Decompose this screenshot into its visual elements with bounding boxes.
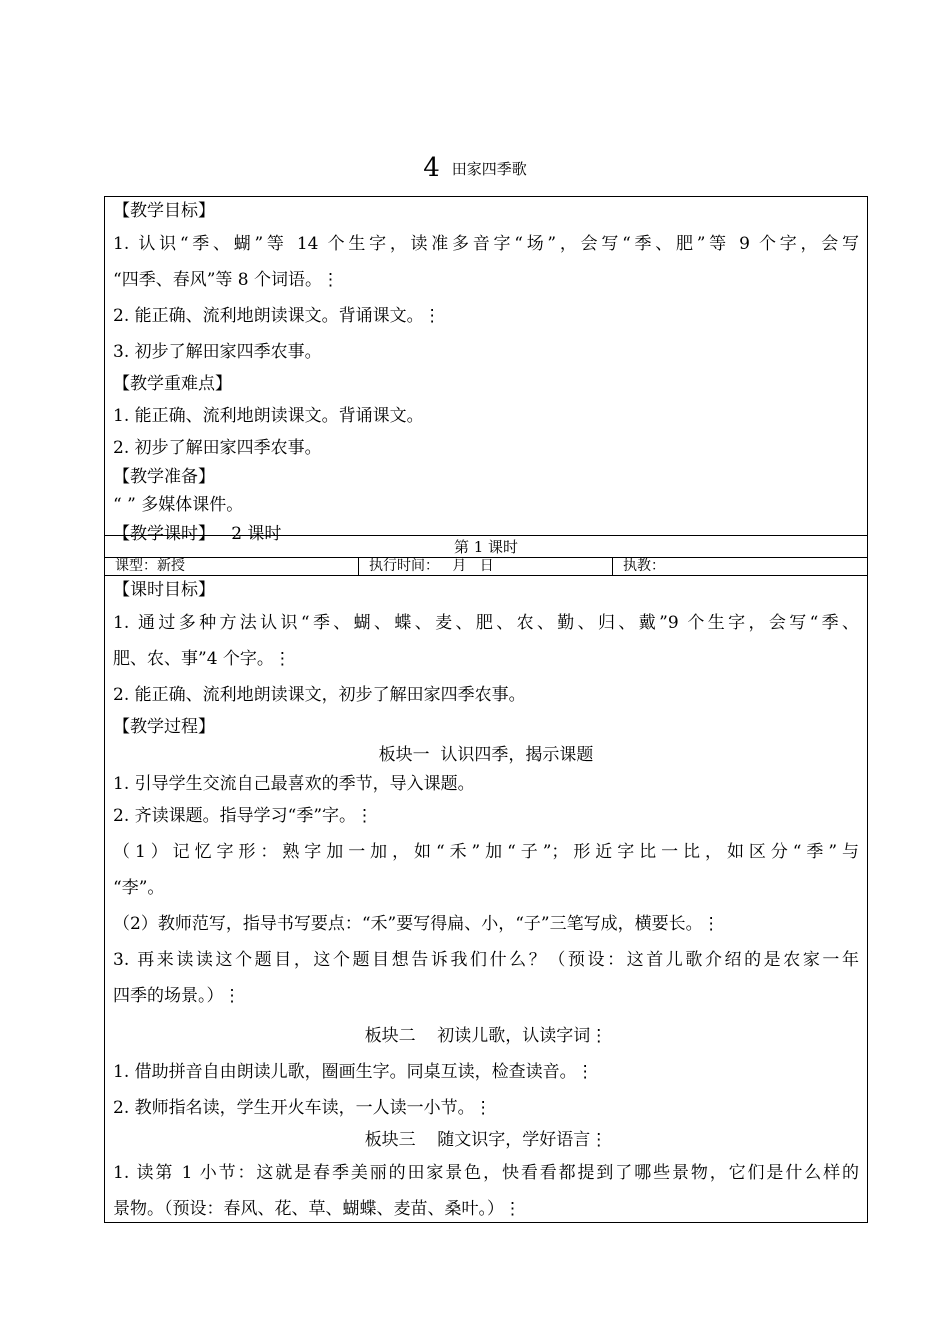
info-row [104,558,868,576]
goal-3: 3. 初步了解田家四季农事。 [113,341,322,362]
block-1-sub-1-line-2: “李”。 [113,878,165,898]
process-heading: 【教学过程】 [113,716,215,737]
class-hours: 【教学课时】 2 课时 [113,523,282,544]
lesson-plan-table [104,196,868,1223]
lesson-type: 课型：新授 [105,558,359,575]
block-1-sub-2: （2）教师范写，指导书写要点：“禾”要写得扁、小，“子”三笔写成，横要长。⋮ [113,914,720,934]
block-1-sub-1-line-1: （1）记忆字形：熟字加一加，如“禾”加“子”；形近字比一比，如区分“季”与 [113,842,859,862]
teacher: 执教： [623,558,665,574]
prep-text: “ ” 多媒体课件。 [113,495,244,515]
goals-heading: 【教学目标】 [113,201,215,221]
lesson-title: 田家四季歌 [451,160,527,178]
prep-heading: 【教学准备】 [113,466,215,487]
lesson-goals-heading: 【课时目标】 [113,580,215,600]
key-point-1: 1. 能正确、流利地朗读课文。背诵课文。 [113,406,424,426]
block-3-item-1-line-1: 1. 读第 1 小节：这就是春季美丽的田家景色，快看看都提到了哪些景物，它们是什么样的 [113,1162,859,1183]
block-1-item-2: 2. 齐读课题。指导学习“季”字。⋮ [113,806,374,826]
lesson-number: 4 [423,153,440,183]
block-1-item-3-line-1: 3. 再来读读这个题目，这个题目想告诉我们什么？（预设：这首儿歌介绍的是农家一年 [113,950,859,970]
block-1-item-3-line-2: 四季的场景。）⋮ [113,986,241,1006]
block-2-item-2: 2. 教师指名读，学生开火车读，一人读一小节。⋮ [113,1098,492,1118]
goal-1-line-2: “四季、春风”等 8 个词语。⋮ [113,269,340,290]
block-1-item-1: 1. 引导学生交流自己最喜欢的季节，导入课题。 [113,773,475,794]
block-3-item-1-line-2: 景物。（预设：春风、花、草、蝴蝶、麦苗、桑叶。）⋮ [113,1198,521,1219]
overview-cell [104,196,868,544]
block-3-title: 板块三 随文识字，学好语言⋮ [364,1130,608,1150]
block-1-title: 板块一 认识四季，揭示课题 [378,745,594,765]
lesson-body-cell [104,576,868,1223]
execution-time: 执行时间： 月 日 [359,558,613,575]
goal-2: 2. 能正确、流利地朗读课文。背诵课文。⋮ [113,305,441,326]
key-point-2: 2. 初步了解田家四季农事。 [113,438,322,458]
lesson-header: 第 1 课时 [104,536,868,558]
goal-1-line-1: 1. 认识“季、蝴”等 14 个生字，读准多音字“场”，会写“季、肥”等 9 个字，会写 [113,233,859,254]
lesson-goal-2: 2. 能正确、流利地朗读课文，初步了解田家四季农事。 [113,684,526,705]
lesson-goal-1-line-1: 1. 通过多种方法认识“季、蝴、蝶、麦、肥、农、勤、归、戴”9 个生字，会写“季、 [113,612,859,633]
key-points-heading: 【教学重难点】 [113,373,232,394]
block-2-title: 板块二 初读儿歌，认读字词⋮ [364,1026,608,1046]
block-2-item-1: 1. 借助拼音自由朗读儿歌，圈画生字。同桌互读，检查读音。⋮ [113,1062,594,1082]
lesson-goal-1-line-2: 肥、农、事”4 个字。⋮ [113,648,291,669]
page-title [0,152,950,185]
